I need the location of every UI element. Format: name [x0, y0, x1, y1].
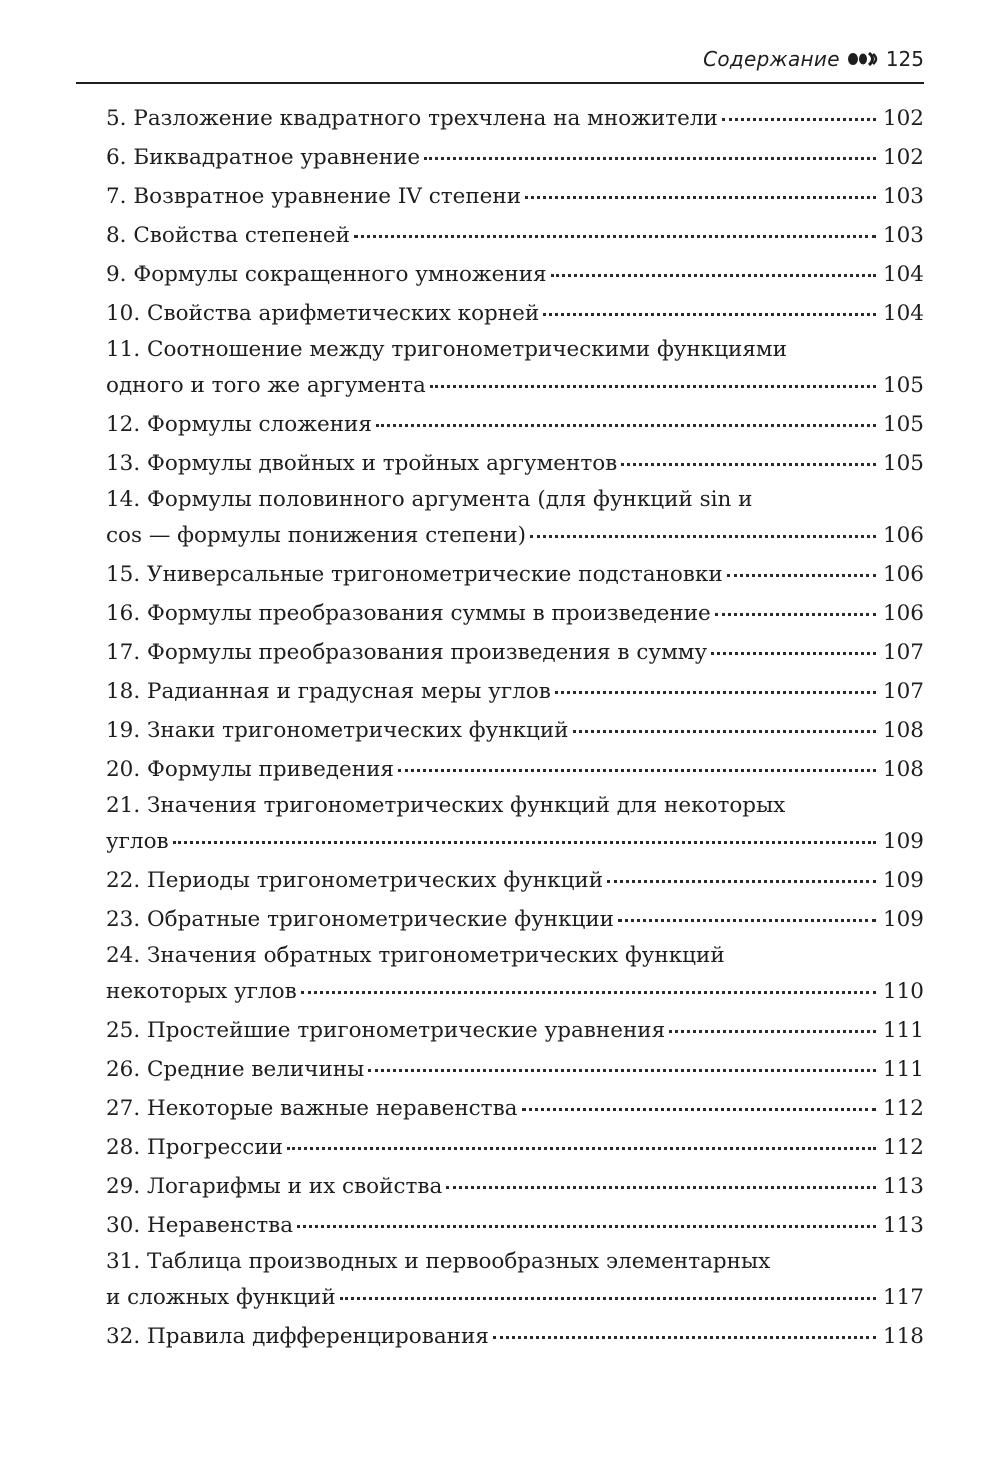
toc-entry-title: углов: [106, 829, 169, 854]
toc-entry[interactable]: [106, 483, 924, 555]
toc-entry[interactable]: [106, 405, 924, 444]
toc-entry-title: cos — формулы понижения степени): [106, 523, 526, 548]
toc-page-number: 117: [882, 1285, 924, 1310]
toc-page-number: 113: [882, 1174, 924, 1199]
toc-entry-title: 11. Соотношение между тригонометрическими функциями: [106, 337, 787, 362]
toc-entry-title: 32. Правила дифференцирования: [106, 1324, 489, 1349]
toc-page-number: 109: [882, 907, 924, 932]
toc-entry[interactable]: [106, 1245, 924, 1317]
toc-page-number: 109: [882, 868, 924, 893]
toc-line: [106, 216, 924, 255]
toc-entry-title: 31. Таблица производных и первообразных элементарных: [106, 1249, 771, 1274]
dot-leader: [715, 612, 876, 616]
dot-leader: [522, 1107, 876, 1111]
toc-entry[interactable]: [106, 138, 924, 177]
dot-leader: [551, 273, 876, 277]
toc-entry-title: 7. Возвратное уравнение IV степени: [106, 184, 522, 209]
toc-page-number: 110: [882, 979, 924, 1004]
toc-entry-title: 29. Логарифмы и их свойства: [106, 1174, 443, 1199]
toc-entry[interactable]: [106, 900, 924, 939]
toc-entry-title: 19. Знаки тригонометрических функций: [106, 718, 569, 743]
toc-line: [106, 789, 924, 822]
toc-line: [106, 750, 924, 789]
toc-entry[interactable]: [106, 939, 924, 1011]
toc-line: [106, 1317, 924, 1356]
toc-entry-title: 14. Формулы половинного аргумента (для функций sin и: [106, 487, 753, 512]
toc-line: [106, 1089, 924, 1128]
toc-line: [106, 633, 924, 672]
dot-leader: [525, 195, 876, 199]
dot-leader: [424, 156, 876, 160]
dot-leader: [543, 312, 876, 316]
toc-entry[interactable]: [106, 255, 924, 294]
toc-entry-title: 30. Неравенства: [106, 1213, 294, 1238]
toc-entry[interactable]: [106, 711, 924, 750]
toc-entry-title: 5. Разложение квадратного трехчлена на множители: [106, 106, 718, 131]
toc-entry-title: 21. Значения тригонометрических функций для некоторых: [106, 793, 786, 818]
toc-entry[interactable]: [106, 1050, 924, 1089]
toc-line: [106, 333, 924, 366]
dot-leader: [446, 1185, 876, 1189]
toc-line: [106, 672, 924, 711]
toc-line: [106, 1011, 924, 1050]
dot-leader: [555, 690, 876, 694]
toc-line: [106, 594, 924, 633]
toc-entry[interactable]: [106, 1011, 924, 1050]
toc-entry-title: 10. Свойства арифметических корней: [106, 301, 540, 326]
toc-entry[interactable]: [106, 1128, 924, 1167]
triple-dot-ornament-icon: [848, 51, 878, 67]
toc-entry-title: 8. Свойства степеней: [106, 223, 350, 248]
toc-page-number: 105: [882, 412, 924, 437]
dot-leader: [398, 768, 876, 772]
dot-leader: [573, 729, 876, 733]
toc-page-number: 113: [882, 1213, 924, 1238]
toc-page-number: 108: [882, 757, 924, 782]
toc-entry[interactable]: [106, 594, 924, 633]
toc-entry-title: 24. Значения обратных тригонометрических функций: [106, 943, 725, 968]
dot-leader: [287, 1146, 876, 1150]
dot-leader: [530, 534, 876, 538]
toc-page-number: 107: [882, 679, 924, 704]
toc-page-number: 103: [882, 184, 924, 209]
toc-line: [106, 555, 924, 594]
toc-line: [106, 366, 924, 405]
header-divider: [76, 82, 924, 84]
toc-line: [106, 177, 924, 216]
toc-entry[interactable]: [106, 294, 924, 333]
toc-line: [106, 1206, 924, 1245]
toc-line: [106, 255, 924, 294]
toc-entry[interactable]: [106, 750, 924, 789]
toc-line: [106, 405, 924, 444]
dot-leader: [621, 462, 876, 466]
toc-entry-title: 18. Радианная и градусная меры углов: [106, 679, 551, 704]
toc-entry[interactable]: [106, 861, 924, 900]
toc-page-number: 108: [882, 718, 924, 743]
dot-leader: [173, 840, 876, 844]
running-header: [703, 42, 924, 76]
page-number: 125: [885, 47, 924, 71]
dot-leader: [727, 573, 876, 577]
toc-line: [106, 138, 924, 177]
toc-page-number: 102: [882, 145, 924, 170]
toc-entry[interactable]: [106, 1317, 924, 1356]
toc-page-number: 112: [882, 1096, 924, 1121]
toc-page-number: 104: [882, 262, 924, 287]
toc-line: [106, 1128, 924, 1167]
toc-page-number: 109: [882, 829, 924, 854]
toc-page-number: 106: [882, 562, 924, 587]
toc-entry-title: 16. Формулы преобразования суммы в произведение: [106, 601, 711, 626]
dot-leader: [669, 1029, 876, 1033]
toc-page-number: 106: [882, 601, 924, 626]
toc-entry-title: 28. Прогрессии: [106, 1135, 283, 1160]
toc-entry-title: 22. Периоды тригонометрических функций: [106, 868, 604, 893]
toc-entry-title: 6. Биквадратное уравнение: [106, 145, 421, 170]
toc-line: [106, 1167, 924, 1206]
toc-entry-title: некоторых углов: [106, 979, 297, 1004]
toc-entry[interactable]: [106, 333, 924, 405]
toc-line: [106, 1050, 924, 1089]
toc-page-number: 102: [882, 106, 924, 131]
toc-entry[interactable]: [106, 177, 924, 216]
section-title: Содержание: [703, 47, 840, 71]
toc-line: [106, 939, 924, 972]
dot-leader: [430, 384, 876, 388]
toc-page-number: 111: [882, 1057, 924, 1082]
dot-leader: [618, 918, 876, 922]
toc-entry[interactable]: [106, 1206, 924, 1245]
toc-entry-title: 25. Простейшие тригонометрические уравнения: [106, 1018, 666, 1043]
dot-leader: [607, 879, 876, 883]
toc-line: [106, 294, 924, 333]
toc-entry-title: и сложных функций: [106, 1285, 336, 1310]
toc-page-number: 105: [882, 373, 924, 398]
toc-line: [106, 444, 924, 483]
dot-leader: [493, 1335, 876, 1339]
toc-entry-title: 26. Средние величины: [106, 1057, 365, 1082]
toc-entry-title: 12. Формулы сложения: [106, 412, 372, 437]
dot-leader: [340, 1296, 876, 1300]
toc-page-number: 118: [882, 1324, 924, 1349]
toc-line: [106, 861, 924, 900]
dot-leader: [354, 234, 876, 238]
dot-leader: [297, 1224, 876, 1228]
toc-line: [106, 483, 924, 516]
toc-page-number: 112: [882, 1135, 924, 1160]
toc-entry[interactable]: [106, 1167, 924, 1206]
toc-entry-title: 23. Обратные тригонометрические функции: [106, 907, 615, 932]
toc-entry-title: 27. Некоторые важные неравенства: [106, 1096, 518, 1121]
toc-entry[interactable]: [106, 1089, 924, 1128]
table-of-contents: [106, 99, 924, 1356]
toc-entry-title: 15. Универсальные тригонометрические подстановки: [106, 562, 723, 587]
toc-line: [106, 1245, 924, 1278]
toc-entry[interactable]: [106, 99, 924, 138]
toc-line: [106, 822, 924, 861]
toc-entry-title: 13. Формулы двойных и тройных аргументов: [106, 451, 618, 476]
toc-line: [106, 99, 924, 138]
dot-leader: [301, 990, 876, 994]
toc-entry[interactable]: [106, 633, 924, 672]
toc-entry[interactable]: [106, 444, 924, 483]
dot-leader: [722, 117, 876, 121]
toc-line: [106, 711, 924, 750]
toc-page-number: 105: [882, 451, 924, 476]
dot-leader: [376, 423, 876, 427]
toc-line: [106, 1278, 924, 1317]
dot-leader: [368, 1068, 876, 1072]
toc-page-number: 106: [882, 523, 924, 548]
toc-entry-title: 9. Формулы сокращенного умножения: [106, 262, 547, 287]
dot-leader: [711, 651, 876, 655]
toc-page-number: 107: [882, 640, 924, 665]
toc-line: [106, 900, 924, 939]
toc-page-number: 103: [882, 223, 924, 248]
toc-entry[interactable]: [106, 789, 924, 861]
toc-entry[interactable]: [106, 555, 924, 594]
toc-page-number: 104: [882, 301, 924, 326]
toc-entry-title: 17. Формулы преобразования произведения в сумму: [106, 640, 708, 665]
toc-line: [106, 972, 924, 1011]
toc-entry-title: 20. Формулы приведения: [106, 757, 394, 782]
toc-entry-title: одного и того же аргумента: [106, 373, 426, 398]
toc-entry[interactable]: [106, 216, 924, 255]
toc-entry[interactable]: [106, 672, 924, 711]
toc-page-number: 111: [882, 1018, 924, 1043]
toc-line: [106, 516, 924, 555]
